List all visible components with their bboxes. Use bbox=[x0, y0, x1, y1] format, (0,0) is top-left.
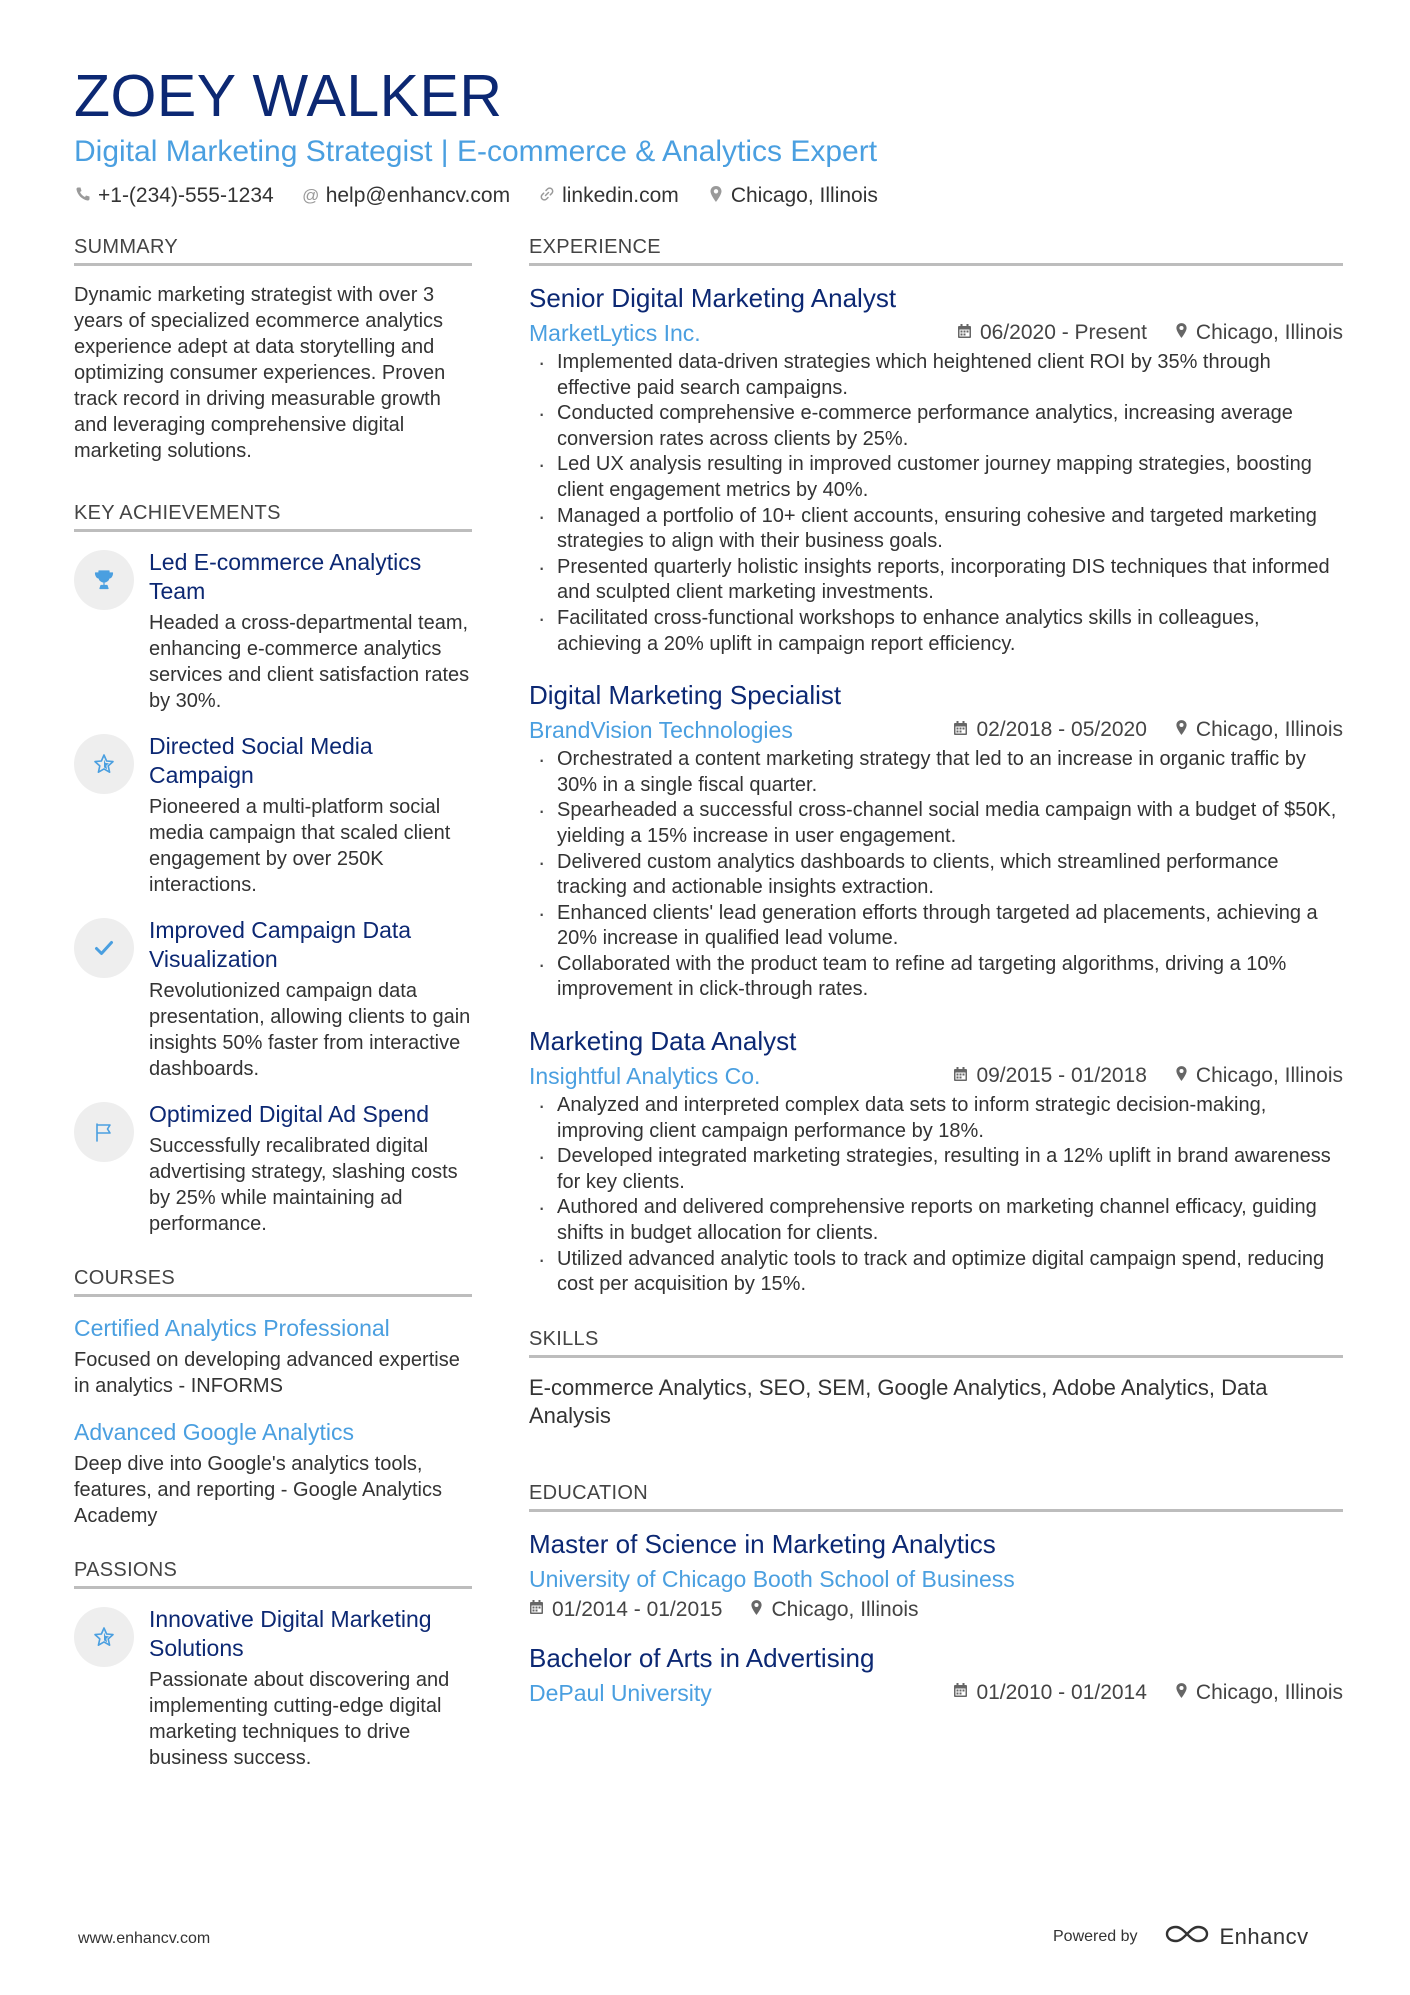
achievement-item bbox=[74, 732, 472, 898]
job-bullet: · Enhanced clients' lead generation efforts through targeted ad placements, achieving a 20% increase in qualified lead volume. bbox=[529, 901, 1343, 952]
infinity-logo-icon bbox=[1164, 1922, 1210, 1951]
courses-heading: COURSES bbox=[74, 1267, 472, 1297]
course-title: Advanced Google Analytics bbox=[74, 1419, 355, 1445]
calendar-icon bbox=[953, 720, 968, 741]
job-bullet: · Utilized advanced analytic tools to track and optimize digital campaign spend, reducing cost per acquisition by 15%. bbox=[529, 1247, 1343, 1298]
education-dates bbox=[953, 1681, 1146, 1705]
skills-section bbox=[529, 1328, 1343, 1430]
course-desc: Deep dive into Google's analytics tools, features, and reporting - Google Analytics Academy bbox=[74, 1453, 442, 1527]
job-bullet: · Delivered custom analytics dashboards to clients, which streamlined performance tracking and actionable insights extraction. bbox=[529, 850, 1343, 901]
education-location bbox=[750, 1598, 918, 1622]
enhancv-logo[interactable] bbox=[1164, 1922, 1309, 1951]
powered-by-text: Powered by bbox=[1053, 1927, 1138, 1945]
achievement-desc: Successfully recalibrated digital advertising strategy, slashing costs by 25% while maintaining ad performance. bbox=[149, 1135, 458, 1235]
job-entry bbox=[529, 679, 1343, 1003]
job-dates-text: 06/2020 - Present bbox=[979, 321, 1147, 344]
job-title: Marketing Data Analyst bbox=[529, 1026, 797, 1057]
achievement-title: Optimized Digital Ad Spend bbox=[149, 1101, 429, 1127]
education-location bbox=[1175, 1681, 1343, 1705]
job-bullet: · Led UX analysis resulting in improved customer journey mapping strategies, boosting client engagement metrics by 40%. bbox=[529, 452, 1343, 503]
contact-linkedin-text[interactable]: linkedin.com bbox=[562, 184, 679, 207]
star-icon bbox=[74, 1607, 134, 1667]
education-location-text: Chicago, Illinois bbox=[771, 1597, 919, 1621]
job-dates bbox=[953, 718, 1146, 742]
achievement-title: Led E-commerce Analytics Team bbox=[149, 549, 422, 604]
education-meta bbox=[529, 1598, 1343, 1622]
summary-heading: SUMMARY bbox=[74, 236, 472, 266]
job-dates bbox=[957, 321, 1147, 345]
job-meta bbox=[529, 1061, 1343, 1091]
passion-desc: Passionate about discovering and implementing cutting-edge digital marketing techniques to drive business success. bbox=[149, 1669, 450, 1769]
job-meta bbox=[529, 318, 1343, 348]
footer-website[interactable]: www.enhancv.com bbox=[78, 1930, 211, 1947]
contact-email-text[interactable]: help@enhancv.com bbox=[325, 184, 511, 207]
job-dates-text: 09/2015 - 01/2018 bbox=[976, 1064, 1147, 1088]
summary-text: Dynamic marketing strategist with over 3 years of specialized ecommerce analytics experience adept at data storytelling and optimizing consumer experiences. Proven track record in driving measurable growth and leveraging comprehensive digital marketing solutions. bbox=[74, 284, 446, 462]
summary-section bbox=[74, 236, 472, 464]
contact-location-text: Chicago, Illinois bbox=[730, 184, 878, 207]
job-bullet: · Developed integrated marketing strategies, resulting in a 12% uplift in brand awareness for key clients. bbox=[529, 1144, 1343, 1195]
achievement-title: Improved Campaign Data Visualization bbox=[149, 917, 412, 972]
location-pin-icon bbox=[1175, 719, 1188, 741]
contact-email[interactable] bbox=[302, 184, 510, 208]
achievement-item bbox=[74, 548, 472, 714]
job-location bbox=[1175, 1064, 1343, 1088]
job-meta bbox=[529, 715, 1343, 745]
achievements-section bbox=[74, 502, 472, 1237]
candidate-name: ZOEY WALKER bbox=[74, 63, 503, 129]
achievements-heading: KEY ACHIEVEMENTS bbox=[74, 502, 472, 532]
passion-title: Innovative Digital Marketing Solutions bbox=[149, 1606, 432, 1661]
achievement-item bbox=[74, 916, 472, 1082]
experience-heading: EXPERIENCE bbox=[529, 236, 1343, 266]
passion-item bbox=[74, 1605, 472, 1771]
education-school: University of Chicago Booth School of Business bbox=[529, 1565, 1015, 1592]
education-entry bbox=[529, 1642, 1343, 1708]
job-dates-text: 02/2018 - 05/2020 bbox=[976, 718, 1147, 742]
job-bullets bbox=[529, 747, 1343, 1003]
job-location bbox=[1175, 321, 1343, 345]
trophy-icon bbox=[74, 550, 134, 610]
job-bullet: · Implemented data-driven strategies which heightened client ROI by 35% through effective paid search campaigns. bbox=[529, 350, 1343, 401]
job-bullet: · Analyzed and interpreted complex data sets to inform strategic decision-making, improving client campaign performance by 18%. bbox=[529, 1093, 1343, 1144]
at-icon: @ bbox=[302, 186, 320, 205]
achievement-desc: Revolutionized campaign data presentation, allowing clients to gain insights 50% faster from interactive dashboards. bbox=[149, 980, 471, 1080]
contact-bar bbox=[74, 184, 1344, 208]
courses-section bbox=[74, 1267, 472, 1529]
location-pin-icon bbox=[1175, 1065, 1188, 1087]
star-icon bbox=[74, 734, 134, 794]
job-entry bbox=[529, 282, 1343, 657]
education-school: DePaul University bbox=[529, 1679, 712, 1706]
education-degree: Master of Science in Marketing Analytics bbox=[529, 1528, 996, 1559]
contact-linkedin[interactable] bbox=[538, 184, 679, 208]
check-icon bbox=[74, 918, 134, 978]
skills-text: E-commerce Analytics, SEO, SEM, Google Analytics, Adobe Analytics, Data Analysis bbox=[529, 1374, 1268, 1428]
passions-heading: PASSIONS bbox=[74, 1559, 472, 1589]
education-heading: EDUCATION bbox=[529, 1482, 1343, 1512]
job-bullets bbox=[529, 350, 1343, 657]
achievement-item bbox=[74, 1100, 472, 1237]
contact-phone bbox=[74, 184, 274, 208]
job-bullet: · Collaborated with the product team to refine ad targeting algorithms, driving a 10% improvement in click-through rates. bbox=[529, 952, 1343, 1003]
location-pin-icon bbox=[1175, 322, 1188, 344]
flag-icon bbox=[74, 1102, 134, 1162]
course-title: Certified Analytics Professional bbox=[74, 1315, 390, 1341]
course-item bbox=[74, 1417, 472, 1529]
job-location-text: Chicago, Illinois bbox=[1195, 718, 1343, 742]
right-column bbox=[529, 236, 1343, 1728]
job-company: Insightful Analytics Co. bbox=[529, 1063, 761, 1090]
education-dates bbox=[529, 1598, 722, 1622]
achievement-title: Directed Social Media Campaign bbox=[149, 733, 373, 788]
job-bullet: · Spearheaded a successful cross-channel social media campaign with a budget of $50K, yielding a 15% increase in user engagement. bbox=[529, 798, 1343, 849]
footer-branding bbox=[1053, 1922, 1309, 1951]
calendar-icon bbox=[953, 1066, 968, 1087]
course-desc: Focused on developing advanced expertise in analytics - INFORMS bbox=[74, 1349, 460, 1397]
calendar-icon bbox=[957, 323, 972, 344]
job-entry bbox=[529, 1025, 1343, 1298]
education-dates-text: 01/2010 - 01/2014 bbox=[976, 1680, 1147, 1704]
brand-name: Enhancv bbox=[1219, 1923, 1309, 1949]
job-company: MarketLytics Inc. bbox=[529, 320, 701, 346]
job-title: Senior Digital Marketing Analyst bbox=[529, 283, 897, 313]
job-bullet: · Conducted comprehensive e-commerce performance analytics, increasing average conversion rates across clients by 25%. bbox=[529, 401, 1343, 452]
calendar-icon bbox=[953, 1682, 968, 1703]
job-location-text: Chicago, Illinois bbox=[1195, 321, 1343, 344]
contact-location bbox=[707, 184, 878, 208]
skills-heading: SKILLS bbox=[529, 1328, 1343, 1358]
job-location bbox=[1175, 718, 1343, 742]
job-bullet: · Presented quarterly holistic insights reports, incorporating DIS techniques that informed and sculpted client marketing investments. bbox=[529, 555, 1343, 606]
job-bullet: · Orchestrated a content marketing strategy that led to an increase in organic traffic by 30% in a single fiscal quarter. bbox=[529, 747, 1343, 798]
education-section bbox=[529, 1482, 1343, 1708]
calendar-icon bbox=[529, 1599, 544, 1620]
education-dates-text: 01/2014 - 01/2015 bbox=[552, 1597, 723, 1621]
job-title: Digital Marketing Specialist bbox=[529, 680, 842, 711]
job-bullet: · Facilitated cross-functional workshops to enhance analytics skills in colleagues, achieving a 20% uplift in campaign report efficiency. bbox=[529, 606, 1343, 657]
resume-header bbox=[74, 62, 1344, 208]
job-bullets bbox=[529, 1093, 1343, 1298]
education-meta bbox=[529, 1678, 1343, 1708]
job-bullet: · Authored and delivered comprehensive reports on marketing channel efficacy, guiding shifts in budget allocation for clients. bbox=[529, 1195, 1343, 1246]
education-entry bbox=[529, 1528, 1343, 1622]
left-column bbox=[74, 236, 472, 1789]
course-item bbox=[74, 1313, 472, 1399]
achievement-desc: Headed a cross-departmental team, enhancing e-commerce analytics services and client satisfaction rates by 30%. bbox=[149, 612, 470, 712]
job-dates bbox=[953, 1064, 1146, 1088]
achievement-desc: Pioneered a multi-platform social media campaign that scaled client engagement by over 250K interactions. bbox=[149, 796, 451, 896]
phone-icon bbox=[74, 186, 92, 207]
job-company: BrandVision Technologies bbox=[529, 717, 793, 744]
education-location-text: Chicago, Illinois bbox=[1195, 1680, 1343, 1704]
job-bullet: · Managed a portfolio of 10+ client accounts, ensuring cohesive and targeted marketing strategies to align with their business goals. bbox=[529, 504, 1343, 555]
experience-section bbox=[529, 236, 1343, 1298]
location-pin-icon bbox=[1175, 1682, 1188, 1704]
contact-phone-text: +1-(234)-555-1234 bbox=[98, 184, 274, 207]
candidate-title: Digital Marketing Strategist | E-commerce & Analytics Expert bbox=[74, 135, 878, 168]
link-icon bbox=[538, 186, 556, 207]
passions-section bbox=[74, 1559, 472, 1771]
education-degree: Bachelor of Arts in Advertising bbox=[529, 1642, 875, 1673]
job-location-text: Chicago, Illinois bbox=[1195, 1064, 1343, 1088]
location-pin-icon bbox=[750, 1599, 763, 1621]
location-pin-icon bbox=[707, 185, 725, 208]
